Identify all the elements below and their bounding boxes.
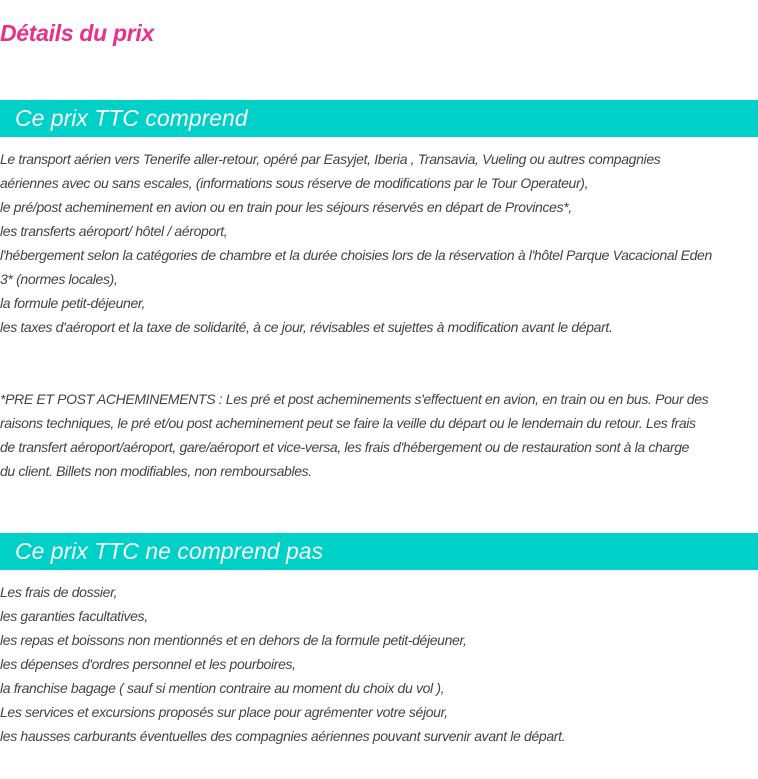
includes-line: la formule petit-déjeuner,: [0, 295, 145, 311]
includes-line: le pré/post acheminement en avion ou en train pour les séjours réservés en départ de Provinces*,: [0, 199, 572, 215]
excludes-section-header: Ce prix TTC ne comprend pas: [0, 533, 758, 570]
includes-line: les taxes d'aéroport et la taxe de solidarité, à ce jour, révisables et sujettes à modification avant le départ.: [0, 319, 613, 335]
note-line: de transfert aéroport/aéroport, gare/aéroport et vice-versa, les frais d'hébergement ou de restauration sont à la charge: [0, 439, 690, 455]
excludes-line: Les services et excursions proposés sur place pour agrémenter votre séjour,: [0, 704, 448, 720]
excludes-line: les hausses carburants éventuelles des compagnies aériennes pouvant survenir avant le départ.: [0, 728, 566, 744]
note-line: *PRE ET POST ACHEMINEMENTS : Les pré et post acheminements s'effectuent en avion, en train ou en bus. Pour des: [0, 391, 709, 407]
excludes-line: les dépenses d'ordres personnel et les pourboires,: [0, 656, 296, 672]
includes-line: l'hébergement selon la catégories de chambre et la durée choisies lors de la réservation à l'hôtel Parque Vacacional Eden: [0, 247, 712, 263]
note-line: raisons techniques, le pré et/ou post acheminement peut se faire la veille du départ ou le lendemain du retour. Les frais: [0, 415, 696, 431]
includes-line: aériennes avec ou sans escales, (informations sous réserve de modifications par le Tour Operateur),: [0, 175, 589, 191]
includes-line: 3* (normes locales),: [0, 271, 118, 287]
excludes-line: les garanties facultatives,: [0, 608, 148, 624]
transfer-note: [0, 387, 758, 483]
includes-line: Le transport aérien vers Tenerife aller-retour, opéré par Easyjet, Iberia , Transavia, Vueling ou autres compagnies: [0, 151, 661, 167]
excludes-list: [0, 580, 758, 748]
note-line: du client. Billets non modifiables, non remboursables.: [0, 463, 312, 479]
includes-list: [0, 147, 758, 339]
excludes-line: les repas et boissons non mentionnés et en dehors de la formule petit-déjeuner,: [0, 632, 467, 648]
includes-line: les transferts aéroport/ hôtel / aéroport,: [0, 223, 228, 239]
excludes-line: Les frais de dossier,: [0, 584, 118, 600]
excludes-line: la franchise bagage ( sauf si mention contraire au moment du choix du vol ),: [0, 680, 445, 696]
includes-section-header: Ce prix TTC comprend: [0, 100, 758, 137]
page-title: Détails du prix: [0, 20, 154, 46]
